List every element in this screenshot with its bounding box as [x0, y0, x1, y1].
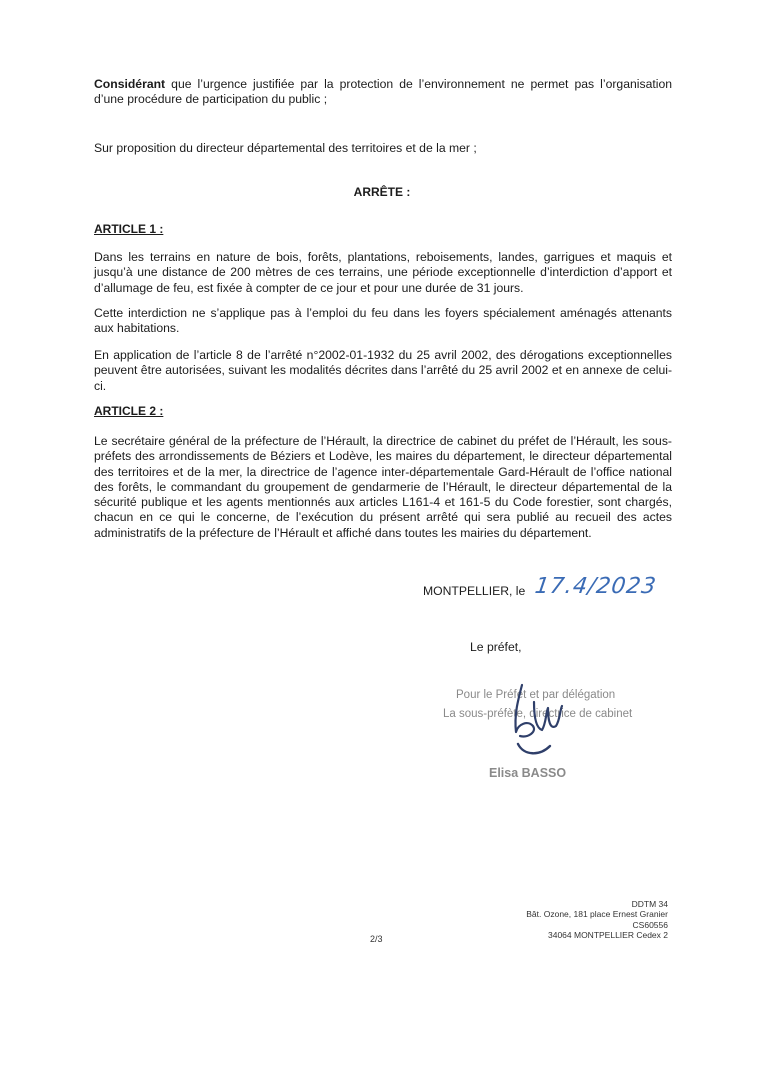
stamp-name: Elisa BASSO — [489, 766, 567, 780]
address-line: CS60556 — [632, 919, 668, 930]
sur-proposition-paragraph: Sur proposition du directeur départemental des territoires et de la mer ; — [94, 141, 477, 155]
stamp-line-2: La sous-préfète, directrice de cabinet — [443, 708, 633, 720]
arrete-heading: ARRÊTE : — [353, 185, 411, 199]
considerant-bold: Considérant — [94, 77, 166, 91]
prefet-label: Le préfet, — [470, 640, 522, 654]
signature-drawing — [500, 680, 570, 760]
address-line: DDTM 34 — [631, 899, 668, 909]
stamp-line-1: Pour le Préfet et par délégation — [456, 689, 616, 701]
article-1-title: ARTICLE 1 : — [94, 222, 164, 236]
page-number: 2/3 — [370, 934, 383, 944]
considerant-text: que l’urgence justifiée par la protection de l’environnement ne permet pas l’organisation d’une procédure de participation du public ; — [94, 77, 672, 107]
article-1-paragraph-2: Cette interdiction ne s’applique pas à l’emploi du feu dans les foyers spécialement aménagés attenants aux habitations. — [94, 306, 672, 336]
place-label: MONTPELLIER, le — [423, 584, 526, 598]
considerant-paragraph — [94, 77, 672, 108]
article-2-title: ARTICLE 2 : — [94, 404, 164, 418]
article-1-paragraph-3: En application de l’article 8 de l’arrêté n°2002-01-1932 du 25 avril 2002, des dérogations exceptionnelles peuvent être autorisées, suivant les modalités décrites dans l’arrêté du 25 avril 2002 et en annexe de celui-ci. — [94, 348, 672, 393]
article-1-paragraph-1: Dans les terrains en nature de bois, forêts, plantations, reboisements, landes, garrigues et maquis et jusqu’à une distance de 200 mètres de ces terrains, une période exceptionnelle d’interdiction d’apport et d’allumage de feu, est fixée à compter de ce jour et pour une durée de 31 jours. — [94, 250, 672, 295]
handwritten-date: 17.4/2023 — [533, 574, 659, 599]
footer-address — [526, 899, 668, 941]
address-line: Bât. Ozone, 181 place Ernest Granier — [526, 909, 668, 920]
address-line: 34064 MONTPELLIER Cedex 2 — [547, 930, 668, 941]
article-2-paragraph-1: Le secrétaire général de la préfecture de l’Hérault, la directrice de cabinet du préfet de l’Hérault, les sous-préfets des arrondissements de Béziers et Lodève, les maires du département, le directeur départemental des territoires et de la mer, la directrice de l’agence inter-départementale Gard-Hérault de l’office national des forêts, le commandant du groupement de gendarmerie de l’Hérault, le directeur départemental de la sécurité publique et les agents mentionnés aux articles L161-4 et 161-5 du Code forestier, sont chargés, chacun en ce qui le concerne, de l’exécution du présent arrêté qui sera publié au recueil des actes administratifs de la préfecture de l’Hérault et affiché dans toutes les mairies du département. — [94, 434, 672, 540]
